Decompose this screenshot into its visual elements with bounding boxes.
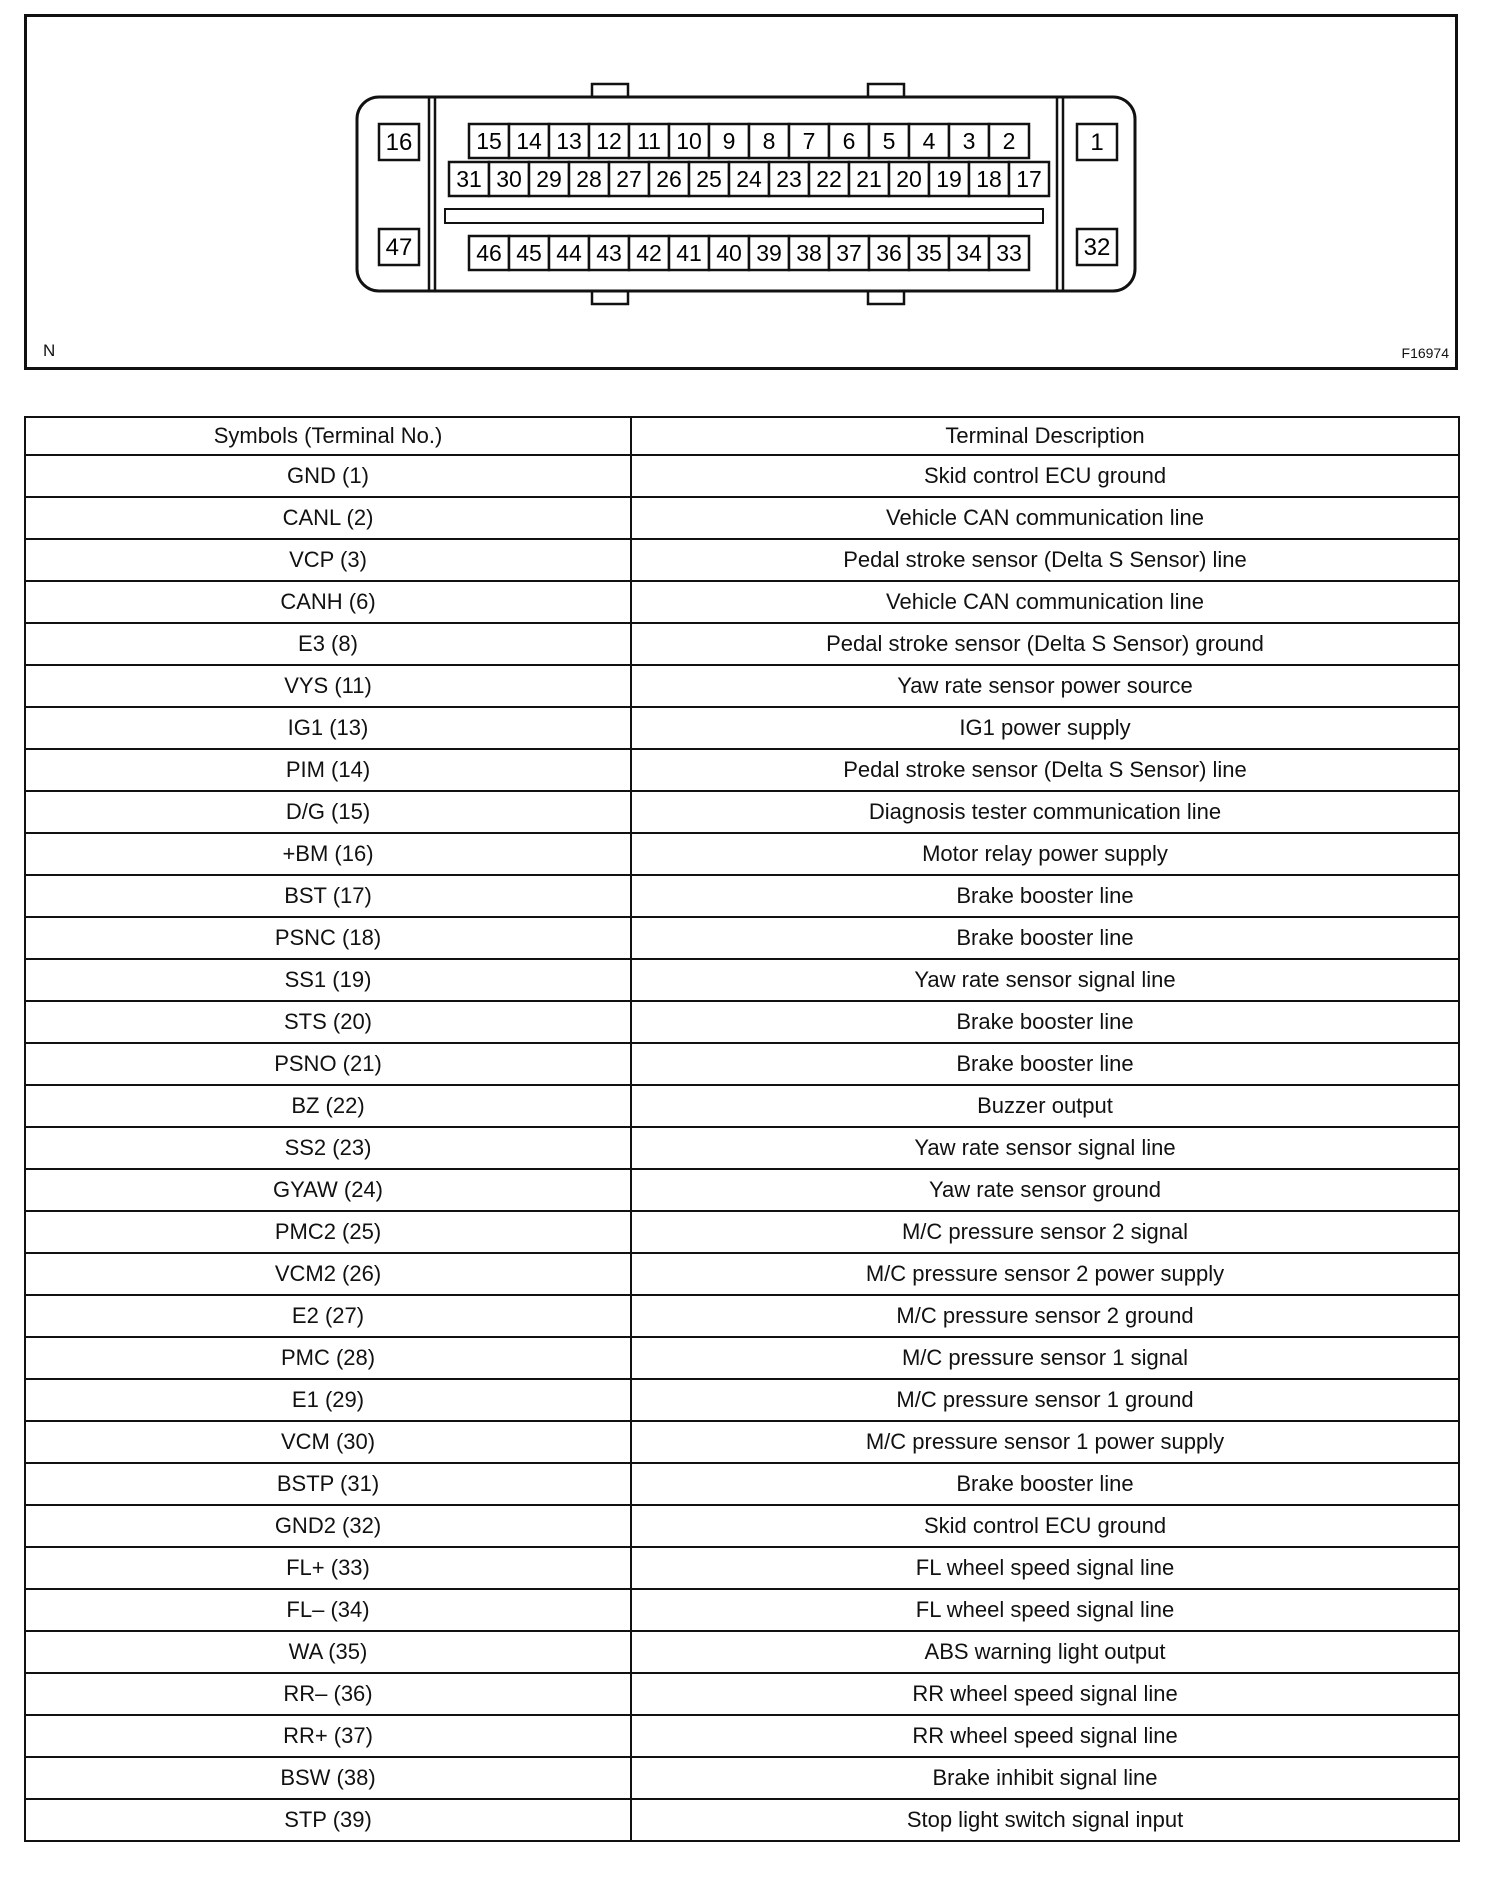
terminal-pin [909, 124, 949, 158]
table-row [25, 455, 1459, 497]
symbol-cell: PMC2 (25) [25, 1211, 631, 1253]
terminal-pin [489, 162, 529, 196]
center-slot [445, 209, 1043, 223]
connector-outline [27, 17, 1455, 367]
symbol-cell: BZ (22) [25, 1085, 631, 1127]
terminal-pin [509, 124, 549, 158]
terminal-pin [989, 124, 1029, 158]
terminal-label: 2 [1002, 128, 1016, 154]
terminal-pin [669, 124, 709, 158]
table-row [25, 833, 1459, 875]
description-cell: Brake booster line [631, 1463, 1459, 1505]
table-row [25, 1085, 1459, 1127]
terminal-table [24, 416, 1460, 1842]
terminal-pin [509, 236, 549, 270]
terminal-pin [549, 236, 589, 270]
terminal-pin [529, 162, 569, 196]
description-cell: Yaw rate sensor signal line [631, 959, 1459, 1001]
terminal-label: 9 [722, 128, 736, 154]
symbol-cell: RR+ (37) [25, 1715, 631, 1757]
description-cell: Skid control ECU ground [631, 455, 1459, 497]
terminal-label: 16 [385, 129, 413, 156]
terminal-pin [729, 162, 769, 196]
description-cell: ABS warning light output [631, 1631, 1459, 1673]
terminal-label: 42 [636, 240, 662, 266]
description-cell: Pedal stroke sensor (Delta S Sensor) ground [631, 623, 1459, 665]
table-row [25, 1673, 1459, 1715]
description-cell: Skid control ECU ground [631, 1505, 1459, 1547]
description-cell: Brake booster line [631, 1043, 1459, 1085]
symbol-cell: IG1 (13) [25, 707, 631, 749]
terminal-label: 24 [736, 166, 762, 192]
symbol-cell: VCP (3) [25, 539, 631, 581]
table-row [25, 1211, 1459, 1253]
terminal-label: 33 [996, 240, 1022, 266]
terminal-label: 3 [962, 128, 976, 154]
terminal-label: 41 [676, 240, 702, 266]
terminal-label: 40 [716, 240, 742, 266]
description-cell: M/C pressure sensor 2 signal [631, 1211, 1459, 1253]
symbol-cell: CANH (6) [25, 581, 631, 623]
description-cell: Vehicle CAN communication line [631, 497, 1459, 539]
terminal-label: 31 [456, 166, 482, 192]
table-row [25, 1589, 1459, 1631]
terminal-label: 29 [536, 166, 562, 192]
terminal-pin [769, 162, 809, 196]
table-row [25, 1169, 1459, 1211]
terminal-pin [889, 162, 929, 196]
terminal-pin [629, 124, 669, 158]
table-row [25, 1043, 1459, 1085]
symbol-cell: PSNC (18) [25, 917, 631, 959]
side-terminal [379, 124, 419, 160]
symbol-cell: E2 (27) [25, 1295, 631, 1337]
terminal-pin [749, 124, 789, 158]
description-cell: IG1 power supply [631, 707, 1459, 749]
description-cell: Brake inhibit signal line [631, 1757, 1459, 1799]
terminal-label: 18 [976, 166, 1002, 192]
table-row [25, 1337, 1459, 1379]
symbol-cell: RR– (36) [25, 1673, 631, 1715]
description-cell: Pedal stroke sensor (Delta S Sensor) line [631, 539, 1459, 581]
symbol-cell: VYS (11) [25, 665, 631, 707]
description-cell: Stop light switch signal input [631, 1799, 1459, 1841]
symbol-cell: E1 (29) [25, 1379, 631, 1421]
terminal-pin [849, 162, 889, 196]
terminal-label: 35 [916, 240, 942, 266]
terminal-label: 12 [596, 128, 622, 154]
description-cell: FL wheel speed signal line [631, 1589, 1459, 1631]
terminal-label: 37 [836, 240, 862, 266]
terminal-label: 45 [516, 240, 542, 266]
terminal-pin [829, 236, 869, 270]
symbol-cell: VCM (30) [25, 1421, 631, 1463]
table-row [25, 1757, 1459, 1799]
terminal-pin [709, 236, 749, 270]
terminal-pin [589, 124, 629, 158]
side-terminal [1077, 229, 1117, 265]
symbol-cell: SS1 (19) [25, 959, 631, 1001]
symbol-cell: +BM (16) [25, 833, 631, 875]
table-header-row [25, 417, 1459, 455]
description-cell: FL wheel speed signal line [631, 1547, 1459, 1589]
terminal-pin [869, 124, 909, 158]
symbol-cell: STS (20) [25, 1001, 631, 1043]
side-terminal [1077, 124, 1117, 160]
terminal-label: 36 [876, 240, 902, 266]
table-row [25, 497, 1459, 539]
terminal-label: 10 [676, 128, 702, 154]
description-cell: Diagnosis tester communication line [631, 791, 1459, 833]
terminal-pin [909, 236, 949, 270]
table-row [25, 1505, 1459, 1547]
terminal-label: 22 [816, 166, 842, 192]
terminal-pin [789, 236, 829, 270]
table-row [25, 539, 1459, 581]
description-cell: Yaw rate sensor ground [631, 1169, 1459, 1211]
table-row [25, 1253, 1459, 1295]
terminal-pin [609, 162, 649, 196]
terminal-label: 39 [756, 240, 782, 266]
terminal-label: 44 [556, 240, 582, 266]
side-terminal [379, 229, 419, 265]
terminal-pin [629, 236, 669, 270]
table-row [25, 1547, 1459, 1589]
description-cell: RR wheel speed signal line [631, 1715, 1459, 1757]
symbol-cell: GYAW (24) [25, 1169, 631, 1211]
table-row [25, 1295, 1459, 1337]
table-row [25, 1715, 1459, 1757]
table-row [25, 1379, 1459, 1421]
terminal-pin [549, 124, 589, 158]
terminal-pin [689, 162, 729, 196]
terminal-label: 38 [796, 240, 822, 266]
description-cell: M/C pressure sensor 2 power supply [631, 1253, 1459, 1295]
terminal-label: 8 [762, 128, 776, 154]
terminal-pin [469, 236, 509, 270]
terminal-label: 1 [1090, 129, 1104, 156]
terminal-pin [749, 236, 789, 270]
terminal-pin [589, 236, 629, 270]
terminal-label: 7 [802, 128, 816, 154]
table-row [25, 1001, 1459, 1043]
symbol-cell: STP (39) [25, 1799, 631, 1841]
table-row [25, 1463, 1459, 1505]
description-cell: Vehicle CAN communication line [631, 581, 1459, 623]
symbol-cell: BSW (38) [25, 1757, 631, 1799]
terminal-pin [469, 124, 509, 158]
terminal-label: 6 [842, 128, 856, 154]
terminal-label: 43 [596, 240, 622, 266]
description-cell: RR wheel speed signal line [631, 1673, 1459, 1715]
terminal-label: 32 [1083, 234, 1111, 261]
terminal-label: 17 [1016, 166, 1042, 192]
terminal-label: 27 [616, 166, 642, 192]
description-cell: M/C pressure sensor 2 ground [631, 1295, 1459, 1337]
terminal-pin [649, 162, 689, 196]
connector-diagram [24, 14, 1458, 370]
table-row [25, 749, 1459, 791]
figure-id: F16974 [1401, 345, 1449, 361]
symbol-cell: PIM (14) [25, 749, 631, 791]
terminal-pin [709, 124, 749, 158]
terminal-label: 4 [922, 128, 936, 154]
terminal-label: 5 [882, 128, 896, 154]
terminal-label: 20 [896, 166, 922, 192]
terminal-label: 14 [516, 128, 542, 154]
table-row [25, 917, 1459, 959]
table-row [25, 1127, 1459, 1169]
table-row [25, 959, 1459, 1001]
description-cell: Brake booster line [631, 917, 1459, 959]
description-cell: Brake booster line [631, 875, 1459, 917]
symbol-cell: BST (17) [25, 875, 631, 917]
table-row [25, 875, 1459, 917]
header-description: Terminal Description [631, 417, 1459, 455]
terminal-label: 19 [936, 166, 962, 192]
description-cell: Motor relay power supply [631, 833, 1459, 875]
terminal-pin [669, 236, 709, 270]
terminal-label: 23 [776, 166, 802, 192]
symbol-cell: VCM2 (26) [25, 1253, 631, 1295]
terminal-pin [789, 124, 829, 158]
symbol-cell: WA (35) [25, 1631, 631, 1673]
symbol-cell: GND (1) [25, 455, 631, 497]
terminal-pin [949, 236, 989, 270]
symbol-cell: FL+ (33) [25, 1547, 631, 1589]
terminal-pin [869, 236, 909, 270]
terminal-label: 47 [385, 234, 413, 261]
terminal-pin [569, 162, 609, 196]
description-cell: Buzzer output [631, 1085, 1459, 1127]
terminal-label: 26 [656, 166, 682, 192]
table-row [25, 1421, 1459, 1463]
terminal-label: 11 [637, 128, 661, 154]
symbol-cell: PMC (28) [25, 1337, 631, 1379]
description-cell: M/C pressure sensor 1 power supply [631, 1421, 1459, 1463]
symbol-cell: PSNO (21) [25, 1043, 631, 1085]
table-row [25, 581, 1459, 623]
terminal-label: 34 [956, 240, 982, 266]
terminal-label: 15 [476, 128, 502, 154]
terminal-label: 46 [476, 240, 502, 266]
corner-label: N [43, 341, 56, 360]
description-cell: M/C pressure sensor 1 signal [631, 1337, 1459, 1379]
table-row [25, 623, 1459, 665]
table-row [25, 791, 1459, 833]
terminal-pin [949, 124, 989, 158]
symbol-cell: CANL (2) [25, 497, 631, 539]
terminal-pin [989, 236, 1029, 270]
table-row [25, 1799, 1459, 1841]
terminal-pin [1009, 162, 1049, 196]
terminal-pin [929, 162, 969, 196]
description-cell: Yaw rate sensor signal line [631, 1127, 1459, 1169]
symbol-cell: D/G (15) [25, 791, 631, 833]
table-row [25, 1631, 1459, 1673]
terminal-label: 30 [496, 166, 522, 192]
terminal-pin [809, 162, 849, 196]
terminal-pin [449, 162, 489, 196]
terminal-label: 21 [856, 166, 882, 192]
header-symbol: Symbols (Terminal No.) [25, 417, 631, 455]
terminal-label: 25 [696, 166, 722, 192]
symbol-cell: E3 (8) [25, 623, 631, 665]
terminal-pin [969, 162, 1009, 196]
table-row [25, 707, 1459, 749]
terminal-pin [829, 124, 869, 158]
description-cell: Pedal stroke sensor (Delta S Sensor) line [631, 749, 1459, 791]
description-cell: M/C pressure sensor 1 ground [631, 1379, 1459, 1421]
symbol-cell: FL– (34) [25, 1589, 631, 1631]
terminal-label: 28 [576, 166, 602, 192]
table-row [25, 665, 1459, 707]
terminal-label: 13 [556, 128, 582, 154]
symbol-cell: SS2 (23) [25, 1127, 631, 1169]
symbol-cell: BSTP (31) [25, 1463, 631, 1505]
description-cell: Brake booster line [631, 1001, 1459, 1043]
description-cell: Yaw rate sensor power source [631, 665, 1459, 707]
symbol-cell: GND2 (32) [25, 1505, 631, 1547]
